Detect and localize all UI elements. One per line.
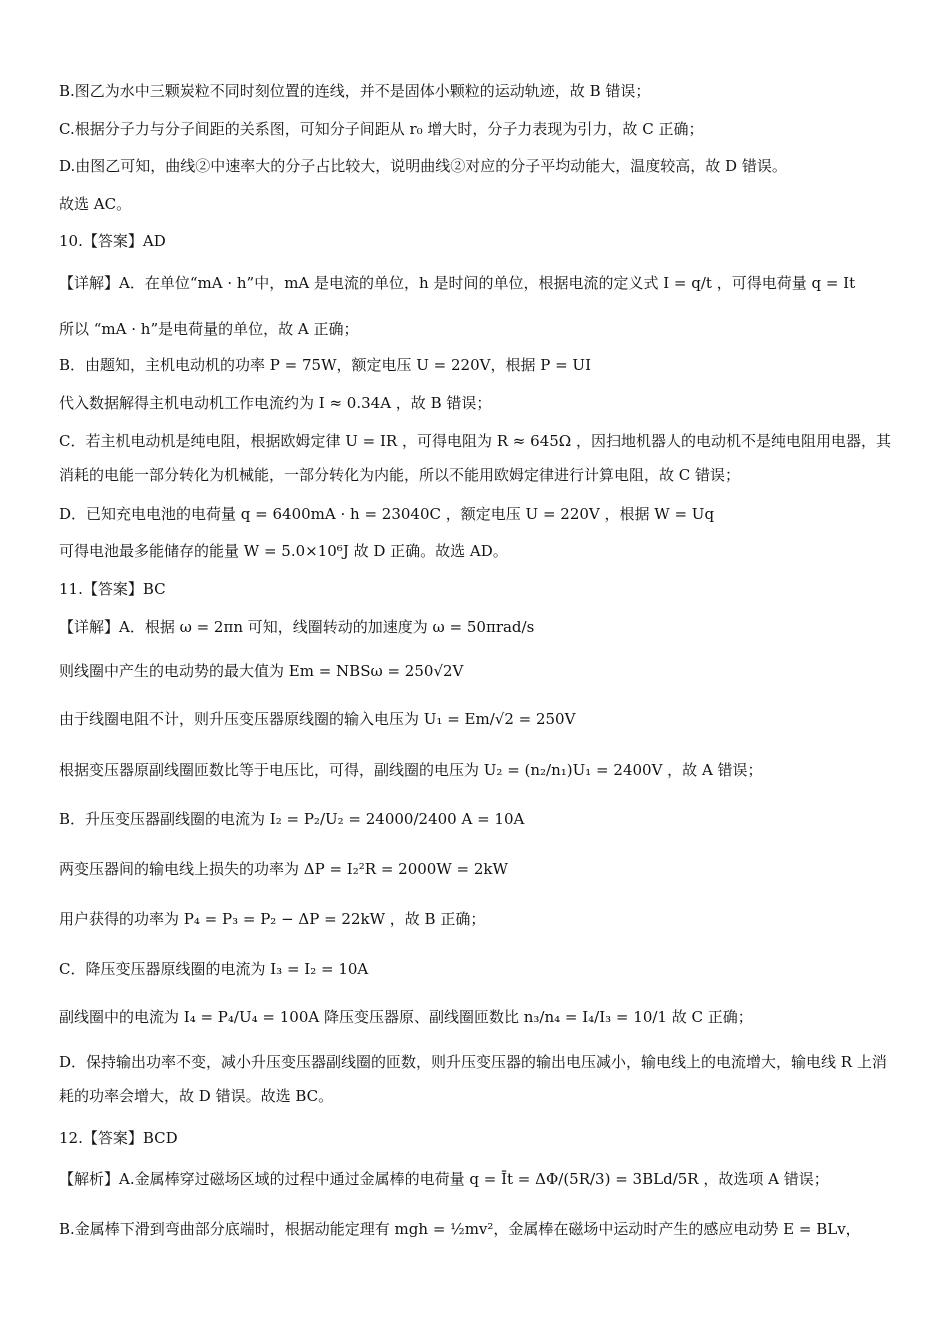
text-paragraph: C．若主机电动机是纯电阻，根据欧姆定律 U = IR ，可得电阻为 R ≈ 645Ω ，因扫地机器人的电动机不是纯电阻用电器，其消耗的电能一部分转化为机械能，一部分转化为内能，所以不能用欧姆定律进行计算电阻，故 C 错误； <box>59 432 891 484</box>
text-line: 由于线圈电阻不计，则升压变压器原线圈的输入电压为 U₁ = Em/√2 = 250V <box>59 710 576 728</box>
answer-heading: 11.【答案】BC <box>59 580 166 598</box>
text-line: B.图乙为水中三颗炭粒不同时刻位置的连线，并不是固体小颗粒的运动轨迹，故 B 错误； <box>59 82 651 100</box>
text-line: 两变压器间的输电线上损失的功率为 ΔP = I₂²R = 2000W = 2kW <box>59 860 508 878</box>
text-line: 则线圈中产生的电动势的最大值为 Em = NBSω = 250√2V <box>59 662 464 680</box>
text-line: D.由图乙可知，曲线②中速率大的分子占比较大，说明曲线②对应的分子平均动能大，温度较高，故 D 错误。 <box>59 157 787 175</box>
text-line: 根据变压器原副线圈匝数比等于电压比，可得，副线圈的电压为 U₂ = (n₂/n₁)U₁ = 2400V ，故 A 错误； <box>59 761 763 779</box>
text-line: B．升压变压器副线圈的电流为 I₂ = P₂/U₂ = 24000/2400 A = 10A <box>59 810 525 828</box>
text-line: 【解析】A.金属棒穿过磁场区域的过程中通过金属棒的电荷量 q = Īt = ΔΦ/(5R/3) = 3BLd/5R ，故选项 A 错误； <box>59 1170 829 1188</box>
text-paragraph: D．保持输出功率不变，减小升压变压器副线圈的匝数，则升压变压器的输出电压减小，输电线上的电流增大，输电线 R 上消耗的功率会增大，故 D 错误。故选 BC。 <box>59 1053 887 1105</box>
text-line: 用户获得的功率为 P₄ = P₃ = P₂ − ΔP = 22kW ，故 B 正确； <box>59 910 486 928</box>
text-line: C.根据分子力与分子间距的关系图，可知分子间距从 r₀ 增大时，分子力表现为引力，故 C 正确； <box>59 120 704 138</box>
text-line: D．已知充电电池的电荷量 q = 6400mA · h = 23040C ，额定电压 U = 220V ，根据 W = Uq <box>59 505 715 523</box>
text-line: 所以 “mA · h”是电荷量的单位，故 A 正确； <box>59 320 359 338</box>
answer-heading: 10.【答案】AD <box>59 232 166 250</box>
text-line: 可得电池最多能储存的能量 W = 5.0×10⁶J 故 D 正确。故选 AD。 <box>59 542 508 560</box>
text-line: 代入数据解得主机电动机工作电流约为 I ≈ 0.34A ，故 B 错误； <box>59 394 492 412</box>
answer-heading: 12.【答案】BCD <box>59 1129 178 1147</box>
text-line: 【详解】A．根据 ω = 2πn 可知，线圈转动的加速度为 ω = 50πrad/s <box>59 618 535 636</box>
text-line: 故选 AC。 <box>59 195 132 213</box>
text-line: 【详解】A．在单位“mA · h”中，mA 是电流的单位，h 是时间的单位，根据电流的定义式 I = q/t ，可得电荷量 q = It <box>59 274 856 292</box>
text-line: C．降压变压器原线圈的电流为 I₃ = I₂ = 10A <box>59 960 369 978</box>
text-line: B．由题知，主机电动机的功率 P = 75W，额定电压 U = 220V，根据 P = UI <box>59 356 592 374</box>
text-line: B.金属棒下滑到弯曲部分底端时，根据动能定理有 mgh = ½mv²，金属棒在磁场中运动时产生的感应电动势 E = BLv， <box>59 1220 861 1238</box>
text-line: 副线圈中的电流为 I₄ = P₄/U₄ = 100A 降压变压器原、副线圈匝数比 n₃/n₄ = I₄/I₃ = 10/1 故 C 正确； <box>59 1008 753 1026</box>
